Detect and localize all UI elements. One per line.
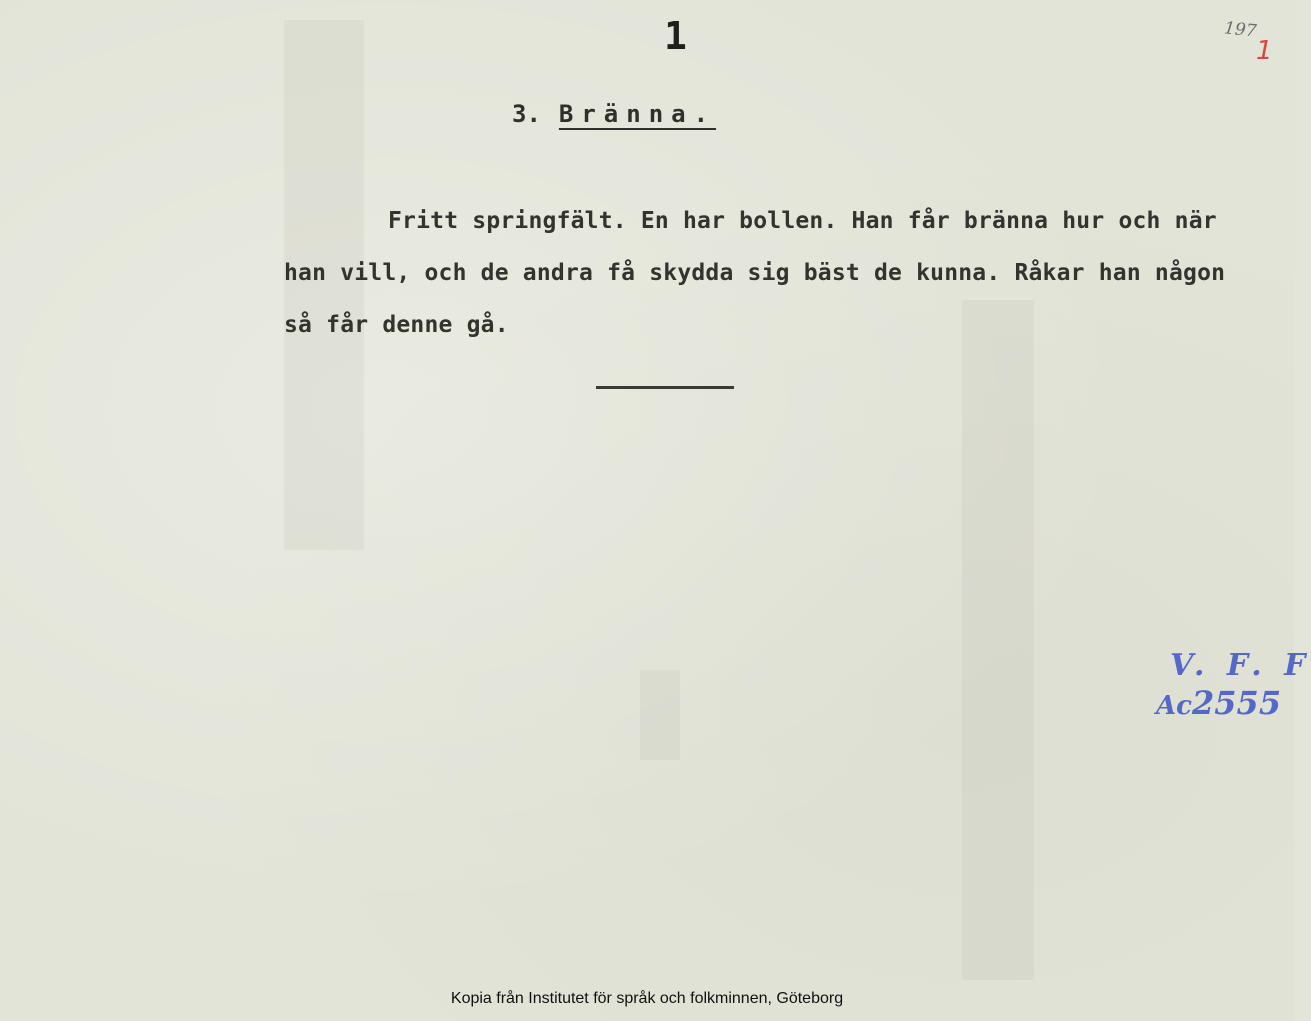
page-number: 1: [664, 14, 687, 58]
section-number: 3.: [512, 100, 541, 128]
footer-caption: Kopia från Institutet för språk och folkminnen, Göteborg: [450, 990, 844, 1007]
bleed-through-mark: [962, 300, 1034, 980]
red-annotation-number: 1: [1256, 36, 1273, 66]
section-divider: [596, 386, 734, 389]
paragraph-line: han vill, och de andra få skydda sig bäst de kunna. Råkar han någon: [284, 260, 1226, 286]
section-heading: [512, 100, 716, 128]
stamp-prefix: Ac: [1156, 691, 1193, 721]
paragraph-line: Fritt springfält. En har bollen. Han får bränna hur och när: [388, 208, 1217, 234]
section-title: Bränna.: [558, 100, 717, 128]
stamp-number: 2555: [1192, 684, 1282, 722]
stamp-line-1: V. F. F: [1170, 648, 1311, 683]
stamp-line-2: [1156, 684, 1281, 722]
paragraph-line: så får denne gå.: [284, 312, 509, 338]
bleed-through-mark: [640, 670, 680, 760]
archive-number: 197: [1223, 18, 1258, 42]
